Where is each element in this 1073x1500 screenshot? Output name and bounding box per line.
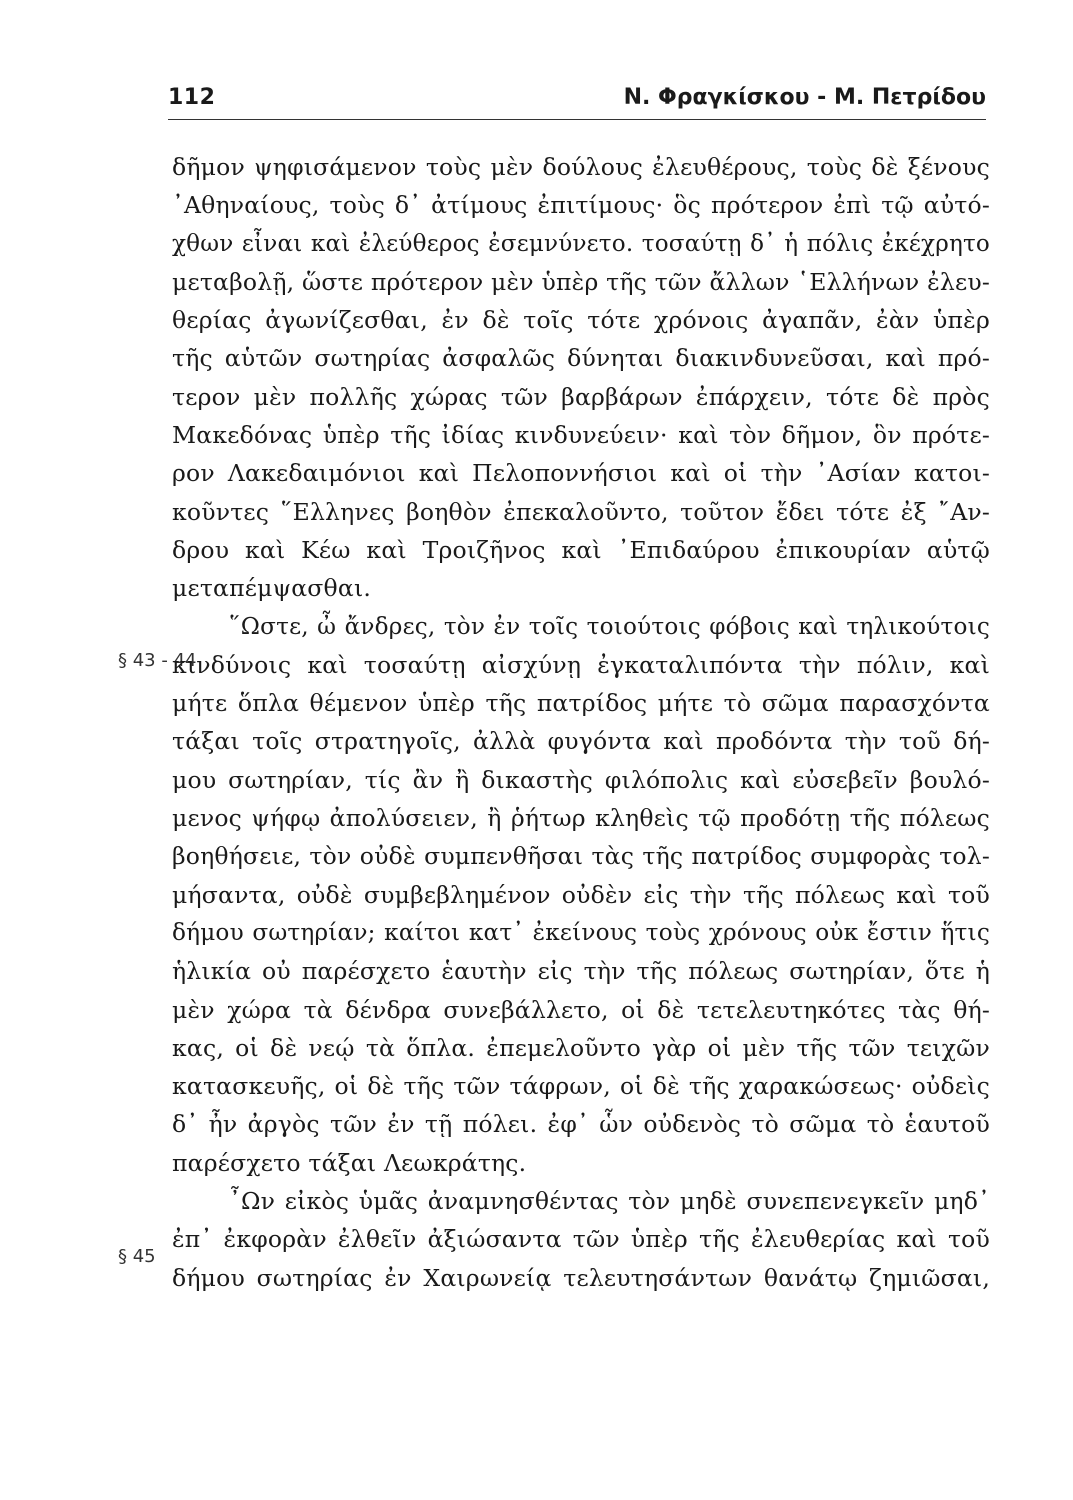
- text-line: κοῦντες ῞Ελληνες βοηθὸν ἐπεκαλοῦντο, τοῦτον ἔδει τότε ἐξ ῎Αν-: [172, 497, 990, 526]
- margin-note-section-43-44: § 43 - 44: [118, 650, 197, 671]
- text-line: δήμου σωτηρίας ἐν Χαιρωνείᾳ τελευτησάντων θανάτῳ ζημιῶσαι,: [172, 1263, 990, 1292]
- text-line: βοηθήσειε, τὸν οὐδὲ συμπενθῆσαι τὰς τῆς πατρίδος συμφορὰς τολ-: [172, 842, 990, 871]
- running-head: Ν. Φραγκίσκου - Μ. Πετρίδου: [623, 85, 986, 110]
- text-line: δῆμον ψηφισάμενον τοὺς μὲν δούλους ἐλευθέρους, τοὺς δὲ ξένους: [172, 153, 990, 181]
- text-line: Μακεδόνας ὑπὲρ τῆς ἰδίας κινδυνεύειν· καὶ τὸν δῆμον, ὃν πρότε-: [172, 421, 990, 450]
- text-line: μου σωτηρίαν, τίς ἂν ἢ δικαστὴς φιλόπολις καὶ εὐσεβεῖν βουλό-: [172, 765, 990, 794]
- text-line: κατασκευῆς, οἱ δὲ τῆς τῶν τάφρων, οἱ δὲ τῆς χαρακώσεως· οὐδεὶς: [172, 1072, 990, 1101]
- body-text: [172, 148, 990, 1297]
- text-line: μήτε ὅπλα θέμενον ὑπὲρ τῆς πατρίδος μήτε τὸ σῶμα παρασχόντα: [172, 689, 990, 718]
- text-line: μενος ψήφῳ ἀπολύσειεν, ἢ ῥήτωρ κληθεὶς τῷ προδότῃ τῆς πόλεως: [172, 804, 990, 833]
- text-line: δρου καὶ Κέω καὶ Τροιζῆνος καὶ ᾿Επιδαύρου ἐπικουρίαν αὑτῷ: [172, 535, 990, 564]
- text-line: μεταβολῇ, ὥστε πρότερον μὲν ὑπὲρ τῆς τῶν ἄλλων ῾Ελλήνων ἐλευ-: [172, 267, 990, 296]
- text-line: δήμου σωτηρίαν; καίτοι κατ᾿ ἐκείνους τοὺς χρόνους οὐκ ἔστιν ἥτις: [172, 919, 990, 946]
- text-line: ᾿Αθηναίους, τοὺς δ᾿ ἀτίμους ἐπιτίμους· ὃς πρότερον ἐπὶ τῷ αὐτό-: [172, 191, 990, 220]
- margin-note-section-45: § 45: [118, 1246, 156, 1267]
- text-line: μὲν χώρα τὰ δένδρα συνεβάλλετο, οἱ δὲ τετελευτηκότες τὰς θή-: [172, 995, 990, 1024]
- text-line: κινδύνοις καὶ τοσαύτῃ αἰσχύνῃ ἐγκαταλιπόντα τὴν πόλιν, καὶ: [172, 650, 990, 679]
- text-line: ρον Λακεδαιμόνιοι καὶ Πελοποννήσιοι καὶ οἱ τὴν ᾿Ασίαν κατοι-: [172, 459, 990, 488]
- text-line: μήσαντα, οὐδὲ συμβεβλημένον οὐδὲν εἰς τὴν τῆς πόλεως καὶ τοῦ: [172, 880, 990, 909]
- text-line: τερον μὲν πολλῆς χώρας τῶν βαρβάρων ἐπάρχειν, τότε δὲ πρὸς: [172, 382, 990, 411]
- paragraph-start-line: ῏Ων εἰκὸς ὑμᾶς ἀναμνησθέντας τὸν μηδὲ συνεπενεγκεῖν μηδ᾿: [229, 1187, 990, 1216]
- text-line: παρέσχετο τάξαι Λεωκράτης.: [172, 1148, 527, 1177]
- text-line: ἡλικία οὐ παρέσχετο ἑαυτὴν εἰς τὴν τῆς πόλεως σωτηρίαν, ὅτε ἡ: [172, 957, 990, 986]
- page-number: 112: [168, 85, 216, 110]
- text-line: κας, οἱ δὲ νεῴ τὰ ὅπλα. ἐπεμελοῦντο γὰρ οἱ μὲν τῆς τῶν τειχῶν: [172, 1033, 990, 1062]
- text-line: δ᾿ ἦν ἀργὸς τῶν ἐν τῇ πόλει. ἐφ᾿ ὧν οὐδενὸς τὸ σῶμα τὸ ἑαυτοῦ: [172, 1110, 990, 1139]
- text-line: τάξαι τοῖς στρατηγοῖς, ἀλλὰ φυγόντα καὶ προδόντα τὴν τοῦ δή-: [172, 727, 990, 756]
- text-line: ἐπ᾿ ἐκφορὰν ἐλθεῖν ἀξιώσαντα τῶν ὑπὲρ τῆς ἐλευθερίας καὶ τοῦ: [172, 1225, 990, 1254]
- text-line: θερίας ἀγωνίζεσθαι, ἐν δὲ τοῖς τότε χρόνοις ἀγαπᾶν, ἐὰν ὑπὲρ: [172, 306, 990, 335]
- page-header: [168, 83, 986, 120]
- paragraph-start-line: ῞Ωστε, ὦ ἄνδρες, τὸν ἐν τοῖς τοιούτοις φόβοις καὶ τηλικούτοις: [229, 613, 990, 640]
- text-line: χθων εἶναι καὶ ἐλεύθερος ἐσεμνύνετο. τοσαύτῃ δ᾿ ἡ πόλις ἐκέχρητο: [172, 230, 990, 257]
- text-line: τῆς αὑτῶν σωτηρίας ἀσφαλῶς δύνηται διακινδυνεῦσαι, καὶ πρό-: [172, 344, 990, 373]
- text-line: μεταπέμψασθαι.: [172, 574, 372, 603]
